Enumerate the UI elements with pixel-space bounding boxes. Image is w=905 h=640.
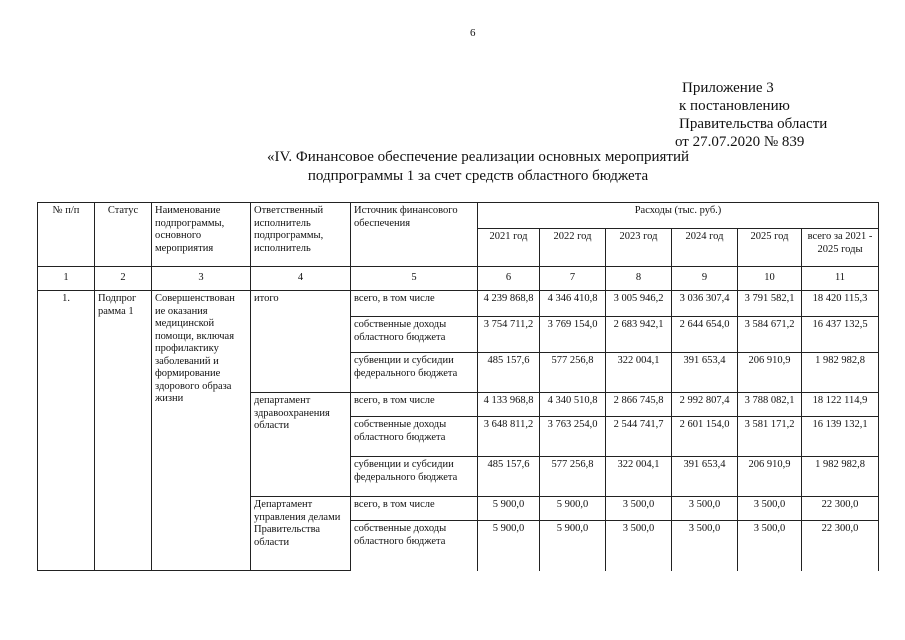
document-title	[240, 148, 716, 186]
value-cell: 5 900,0	[478, 521, 540, 571]
value-cell: 5 900,0	[478, 497, 540, 521]
column-index: 5	[351, 267, 478, 291]
value-cell: 485 157,6	[478, 353, 540, 393]
value-cell: 3 648 811,2	[478, 417, 540, 457]
header-row	[38, 203, 879, 229]
value-cell: 1 982 982,8	[802, 457, 879, 497]
column-index: 1	[38, 267, 95, 291]
source-cell: собственные доходы областного бюджета	[351, 417, 478, 457]
appendix-line: Приложение 3	[682, 80, 774, 96]
value-cell: 206 910,9	[738, 457, 802, 497]
header-status: Статус	[95, 203, 152, 267]
value-cell: 322 004,1	[606, 353, 672, 393]
value-cell: 3 500,0	[672, 521, 738, 571]
value-cell: 3 500,0	[672, 497, 738, 521]
value-cell: 4 239 868,8	[478, 291, 540, 317]
header-year: 2024 год	[672, 229, 738, 267]
source-cell: собственные доходы областного бюджета	[351, 317, 478, 353]
appendix-line: от 27.07.2020 № 839	[675, 134, 805, 150]
value-cell: 3 769 154,0	[540, 317, 606, 353]
value-cell: 391 653,4	[672, 353, 738, 393]
value-cell: 577 256,8	[540, 457, 606, 497]
value-cell: 2 601 154,0	[672, 417, 738, 457]
value-cell: 2 683 942,1	[606, 317, 672, 353]
executor-cell: департамент здравоохранения области	[251, 393, 351, 497]
value-cell: 577 256,8	[540, 353, 606, 393]
value-cell: 3 500,0	[606, 497, 672, 521]
value-cell: 391 653,4	[672, 457, 738, 497]
value-cell: 3 754 711,2	[478, 317, 540, 353]
value-cell: 3 500,0	[738, 497, 802, 521]
executor-cell: Департамент управления делами Правительства области	[251, 497, 351, 571]
value-cell: 3 581 171,2	[738, 417, 802, 457]
header-name: Наименование подпрограммы, основного мероприятия	[152, 203, 251, 267]
value-cell: 2 992 807,4	[672, 393, 738, 417]
value-cell: 485 157,6	[478, 457, 540, 497]
title-line: «IV. Финансовое обеспечение реализации основных мероприятий	[266, 149, 690, 165]
header-year: 2023 год	[606, 229, 672, 267]
title-line: подпрограммы 1 за счет средств областного бюджета	[307, 168, 649, 184]
entry-number: 1.	[38, 291, 95, 571]
value-cell: 3 763 254,0	[540, 417, 606, 457]
value-cell: 22 300,0	[802, 497, 879, 521]
column-index: 3	[152, 267, 251, 291]
column-index: 4	[251, 267, 351, 291]
value-cell: 2 866 745,8	[606, 393, 672, 417]
appendix-line: к постановлению	[679, 98, 790, 114]
column-index: 8	[606, 267, 672, 291]
value-cell: 18 122 114,9	[802, 393, 879, 417]
value-cell: 22 300,0	[802, 521, 879, 571]
value-cell: 16 437 132,5	[802, 317, 879, 353]
value-cell: 3 791 582,1	[738, 291, 802, 317]
header-source: Источник финансового обеспечения	[351, 203, 478, 267]
header-year: 2022 год	[540, 229, 606, 267]
value-cell: 4 346 410,8	[540, 291, 606, 317]
value-cell: 1 982 982,8	[802, 353, 879, 393]
table-row	[38, 291, 879, 317]
source-cell: субвенции и субсидии федерального бюджета	[351, 353, 478, 393]
value-cell: 3 500,0	[738, 521, 802, 571]
header-year-total: всего за 2021 - 2025 годы	[802, 229, 879, 267]
value-cell: 4 133 968,8	[478, 393, 540, 417]
entry-status: Подпрог рамма 1	[95, 291, 152, 571]
header-expenses: Расходы (тыс. руб.)	[478, 203, 879, 229]
column-index: 2	[95, 267, 152, 291]
value-cell: 206 910,9	[738, 353, 802, 393]
value-cell: 5 900,0	[540, 497, 606, 521]
header-num: № п/п	[38, 203, 95, 267]
source-cell: всего, в том числе	[351, 393, 478, 417]
value-cell: 3 005 946,2	[606, 291, 672, 317]
appendix-block	[675, 79, 828, 151]
value-cell: 2 644 654,0	[672, 317, 738, 353]
column-index: 6	[478, 267, 540, 291]
value-cell: 16 139 132,1	[802, 417, 879, 457]
source-cell: субвенции и субсидии федерального бюджета	[351, 457, 478, 497]
page-number: 6	[470, 27, 476, 39]
appendix-line: Правительства области	[679, 116, 828, 132]
header-year: 2021 год	[478, 229, 540, 267]
entry-name: Совершенствован ие оказания медицинской помощи, включая профилактику заболеваний и формирование здорового образа жизни	[152, 291, 251, 571]
column-index: 7	[540, 267, 606, 291]
value-cell: 5 900,0	[540, 521, 606, 571]
executor-cell: итого	[251, 291, 351, 393]
source-cell: собственные доходы областного бюджета	[351, 521, 478, 571]
source-cell: всего, в том числе	[351, 291, 478, 317]
header-year: 2025 год	[738, 229, 802, 267]
column-index: 9	[672, 267, 738, 291]
value-cell: 3 500,0	[606, 521, 672, 571]
value-cell: 4 340 510,8	[540, 393, 606, 417]
source-cell: всего, в том числе	[351, 497, 478, 521]
column-index: 11	[802, 267, 879, 291]
value-cell: 3 036 307,4	[672, 291, 738, 317]
value-cell: 3 788 082,1	[738, 393, 802, 417]
value-cell: 322 004,1	[606, 457, 672, 497]
header-executor: Ответственный исполнитель подпрограммы, исполнитель	[251, 203, 351, 267]
value-cell: 18 420 115,3	[802, 291, 879, 317]
column-index: 10	[738, 267, 802, 291]
value-cell: 3 584 671,2	[738, 317, 802, 353]
column-index-row	[38, 267, 879, 291]
budget-table	[37, 202, 879, 571]
value-cell: 2 544 741,7	[606, 417, 672, 457]
